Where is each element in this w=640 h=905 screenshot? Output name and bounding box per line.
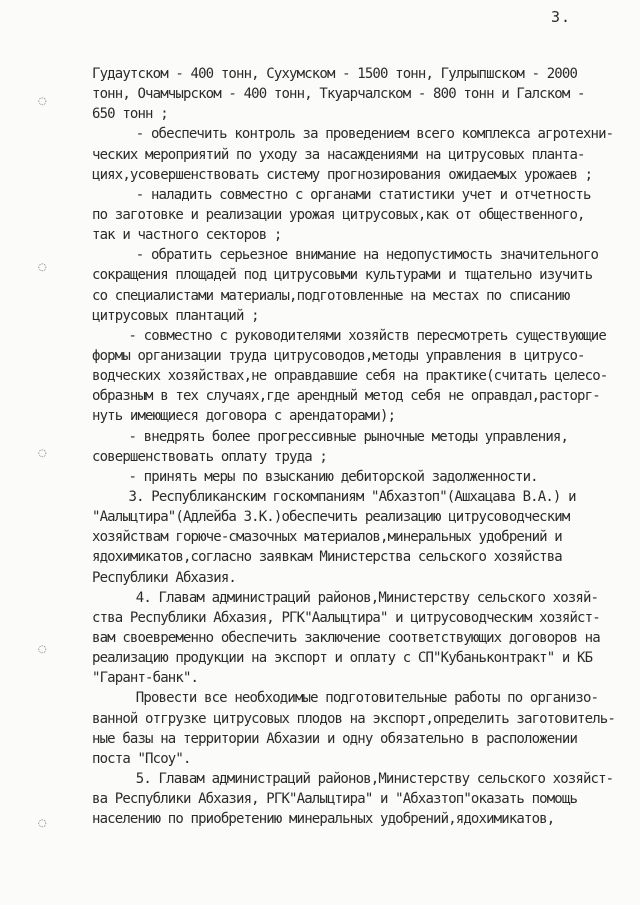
- punch-hole-mark: ◌: [38, 448, 47, 459]
- text-line: - принять меры по взысканию дебиторской задолженности.: [128, 468, 538, 485]
- text-line: - обеспечить контроль за проведением всего комплекса агротехни-: [135, 126, 614, 143]
- text-line: Республики Абхазия.: [92, 569, 236, 586]
- punch-hole-mark: ◌: [38, 644, 47, 655]
- text-line: ные базы на территории Абхазии и одну обязательно в расположении: [92, 730, 578, 747]
- text-line: со специалистами материалы,подготовленные на местах по списанию: [92, 287, 570, 304]
- text-line: 3. Республиканским госкомпаниям "Абхазтоп"(Ашхацава В.А.) и: [128, 488, 576, 505]
- punch-hole-mark: ◌: [38, 96, 47, 107]
- text-line: 650 тонн ;: [92, 106, 168, 123]
- text-line: 4. Главам администраций районов,Министерству сельского хозяй-: [135, 589, 599, 606]
- text-line: - наладить совместно с органами статистики учет и отчетность: [135, 186, 591, 203]
- text-line: водческих хозяйствах,не оправдавшие себя на практике(считать целесо-: [92, 368, 608, 385]
- text-line: "Аалыцтира"(Адлейба З.К.)обеспечить реализацию цитрусоводческим: [92, 509, 570, 526]
- text-line: - внедрять более прогрессивные рыночные методы управления,: [128, 428, 569, 445]
- text-line: - обратить серьезное внимание на недопустимость значительного: [135, 247, 599, 264]
- punch-hole-mark: ◌: [38, 818, 47, 829]
- text-line: 5. Главам администраций районов,Министерству сельского хозяйст-: [135, 770, 614, 787]
- text-line: поста "Псоу".: [92, 750, 191, 767]
- text-line: Провести все необходимые подготовительные работы по организо-: [135, 690, 599, 707]
- text-line: тонн, Очамчырском - 400 тонн, Ткуарчалском - 800 тонн и Галском -: [92, 86, 585, 103]
- text-line: реализацию продукции на экспорт и оплату с СП"Кубаньконтракт" и КБ: [92, 650, 593, 667]
- text-line: ядохимикатов,согласно заявкам Министерства сельского хозяйства: [92, 549, 562, 566]
- text-line: совершенствовать оплату труда ;: [92, 448, 327, 465]
- text-line: населению по приобретению минеральных удобрений,ядохимикатов,: [92, 811, 555, 828]
- text-line: Гудаутском - 400 тонн, Сухумском - 1500 тонн, Гулрыпшском - 2000: [92, 66, 578, 82]
- text-line: - совместно с руководителями хозяйств пересмотреть существующие: [128, 327, 606, 344]
- text-line: сокращения площадей под цитрусовыми культурами и тщательно изучить: [92, 267, 593, 284]
- text-line: по заготовке и реализации урожая цитрусовых,как от общественного,: [92, 206, 585, 223]
- document-body: [92, 64, 632, 829]
- text-line: ва Республики Абхазия, РГК"Аалыцтира" и "Абхазтоп"оказать помощь: [92, 791, 578, 808]
- page-number: 3.: [551, 8, 572, 26]
- text-line: ванной отгрузке цитрусовых плодов на экспорт,определить заготовитель-: [92, 710, 615, 727]
- text-line: ческих мероприятий по уходу за насаждениями на цитрусовых планта-: [92, 146, 585, 163]
- text-line: формы организации труда цитрусоводов,методы управления в цитрусо-: [92, 347, 585, 364]
- text-line: нуть имеющиеся договора с арендаторами);: [92, 408, 396, 425]
- text-line: цитрусовых плантаций ;: [92, 307, 259, 324]
- text-line: циях,усовершенствовать систему прогнозирования ожидаемых урожаев ;: [92, 166, 593, 183]
- text-line: "Гарант-банк".: [92, 670, 199, 687]
- text-line: вам своевременно обеспечить заключение соответствующих договоров на: [92, 629, 600, 646]
- text-line: ства Республики Абхазия, РГК"Аалыцтира" и цитрусоводческим хозяйст-: [92, 609, 600, 626]
- punch-hole-mark: ◌: [38, 262, 47, 273]
- text-line: образным в тех случаях,где арендный метод себя не оправдал,расторг-: [92, 388, 600, 405]
- text-line: так и частного секторов ;: [92, 227, 282, 244]
- text-line: хозяйствам горюче-смазочных материалов,минеральных удобрений и: [92, 529, 562, 546]
